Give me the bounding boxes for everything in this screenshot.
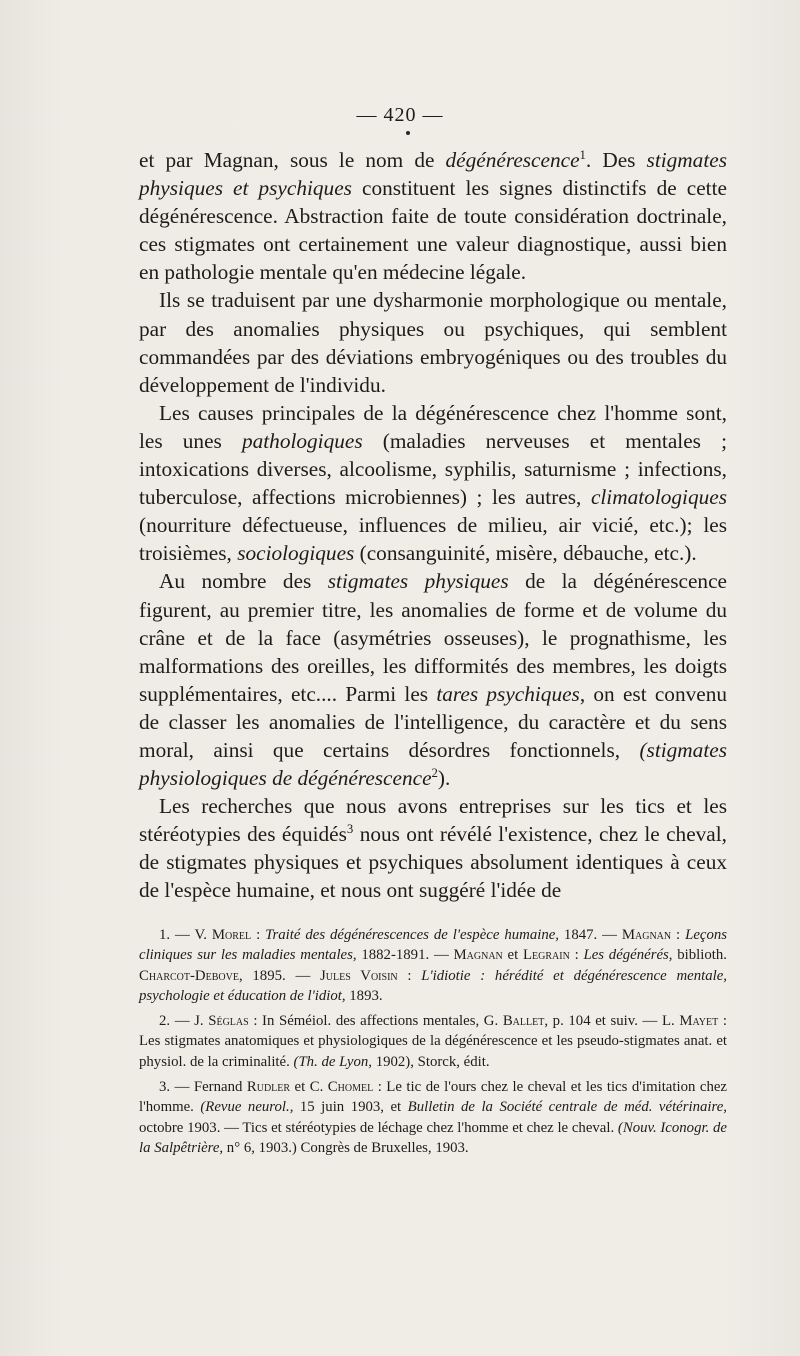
footnotes (139, 925, 727, 1163)
paragraph-4: Au nombre des stigmates physiques de la dégénérescence figurent, au premier titre, les anomalies de forme et de volume du crâne et de la face (asymétries osseuses), le prognathisme, les malformations des oreilles, les difformités des membres, les doigts supplémentaires, etc.... Parmi les tares psychiques, on est convenu de classer les anomalies de l'intelligence, du caractère et du sens moral, ainsi que certains désordres fonctionnels, (stigmates physiologiques de dégénérescence$^2$). (139, 569, 727, 791)
footnote-2: 2. — J. Séglas : In Séméiol. des affections mentales, G. Ballet, p. 104 et suiv. — L. Mayet : Les stigmates anatomiques et physiologiques de la dégénérescence et les pseudo-stigmates anat. et physiol. de la criminalité. (Th. de Lyon, 1902), Storck, édit. (139, 1013, 727, 1070)
footnote-3: 3. — Fernand Rudler et C. Chomel : Le tic de l'ours chez le cheval et les tics d'imitation chez l'homme. (Revue neurol., 15 juin 1903, et Bulletin de la Société centrale de méd. vétérinaire, octobre 1903. — Tics et stéréotypies de léchage chez l'homme et chez le cheval. (Nouv. Iconogr. de la Salpêtrière, n° 6, 1903.) Congrès de Bruxelles, 1903. (139, 1079, 727, 1156)
footnote-1: 1. — V. Morel : Traité des dégénérescences de l'espèce humaine, 1847. — Magnan : Leçons cliniques sur les maladies mentales, 1882-1891. — Magnan et Legrain : Les dégénérés, biblioth. Charcot-Debove, 1895. — Jules Voisin : L'idiotie : hérédité et dégénérescence mentale, psychologie et éducation de l'idiot, 1893. (139, 927, 728, 1004)
page-number: — 420 — (356, 104, 444, 126)
paragraph-3: Les causes principales de la dégénérescence chez l'homme sont, les unes pathologiques (maladies nerveuses et mentales ; intoxications diverses, alcoolisme, syphilis, saturnisme ; infections, tuberculose, affections microbiennes) ; les autres, climatologiques (nourriture défectueuse, influences de milieu, air vicié, etc.); les troisièmes, sociologiques (consanguinité, misère, débauche, etc.). (139, 400, 728, 566)
main-text (139, 146, 727, 905)
ink-dot (406, 131, 410, 135)
paragraph-1: et par Magnan, sous le nom de dégénérescence$^1$. Des stigmates physiques et psychiques constituent les signes distinctifs de cette dégénérescence. Abstraction faite de toute considération doctrinale, ces stigmates ont certainement une valeur diagnostique, aussi bien en pathologie mentale qu'en médecine légale. (139, 147, 727, 285)
paragraph-2: Ils se traduisent par une dysharmonie morphologique ou mentale, par des anomalies physiques ou psychiques, qui semblent commandées par des déviations embryogéniques ou des troubles du développement de l'individu. (139, 288, 727, 397)
paragraph-5: Les recherches que nous avons entreprises sur les tics et les stéréotypies des équidés$^3$ nous ont révélé l'existence, chez le cheval, de stigmates physiques et psychiques absolument identiques à ceux de l'espèce humaine, et nous ont suggéré l'idée de (139, 794, 727, 903)
